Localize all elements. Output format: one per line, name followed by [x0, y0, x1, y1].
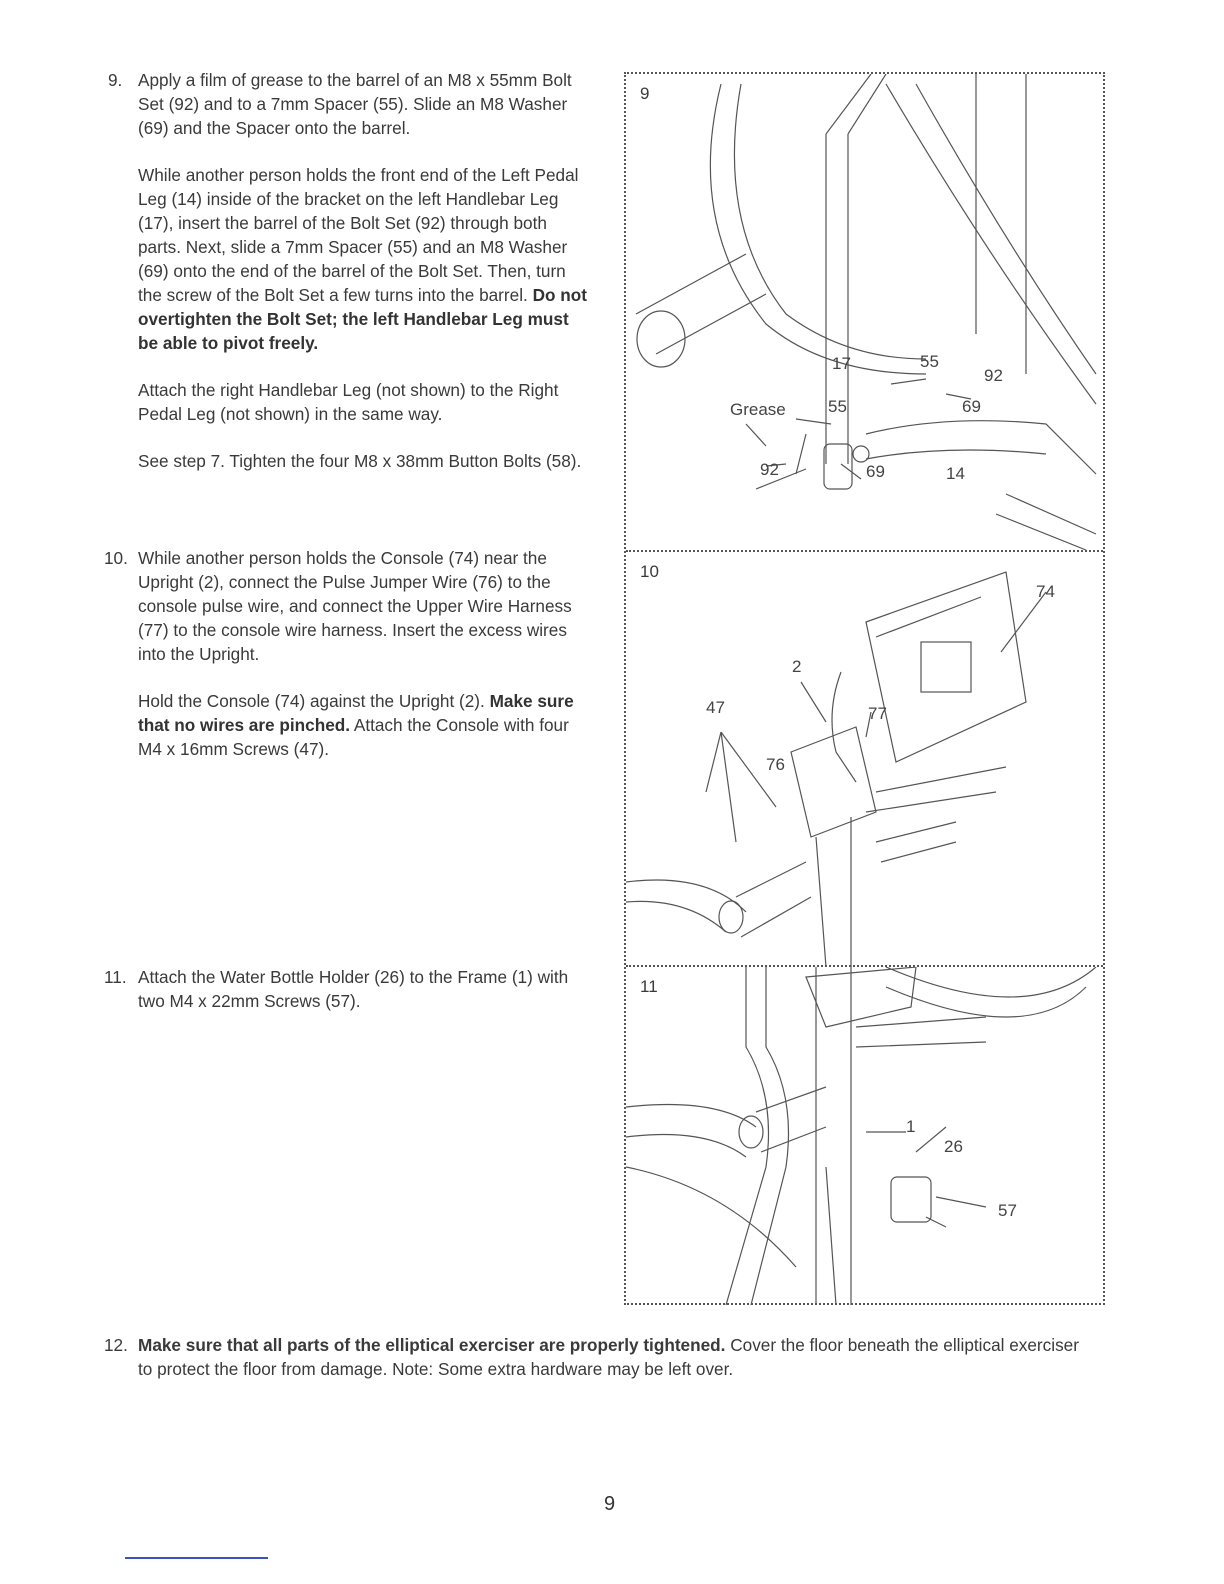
- callout-55: 55: [828, 397, 847, 416]
- page-number: 9: [604, 1493, 616, 1515]
- figure-panels: [624, 72, 1105, 1305]
- step-paragraph: Apply a film of grease to the barrel of an M8 x 55mm Bolt Set (92) and to a 7mm Spacer (55). Slide an M8 Washer (69) and the Spacer onto the barrel.: [138, 70, 572, 138]
- figure-10: [626, 550, 1103, 967]
- callout-57: 57: [998, 1201, 1017, 1220]
- callout-2: 2: [792, 657, 802, 676]
- step-11: [104, 965, 588, 1036]
- step-paragraph: [138, 689, 588, 761]
- callout-55: 55: [920, 352, 939, 371]
- callout-77: 77: [868, 704, 887, 723]
- assembly-illustration-11: [626, 967, 1103, 1305]
- figure-number: 9: [640, 84, 650, 103]
- step-10: [104, 546, 588, 784]
- step-paragraph: See step 7. Tighten the four M8 x 38mm Button Bolts (58).: [138, 451, 582, 471]
- callout-92: 92: [984, 366, 1003, 385]
- step-paragraph: [138, 163, 588, 355]
- callout-1: 1: [906, 1117, 916, 1136]
- step-paragraph: Attach the right Handlebar Leg (not shown) to the Right Pedal Leg (not shown) in the same way.: [138, 380, 559, 424]
- callout-92: 92: [760, 460, 779, 479]
- assembly-illustration-9: [626, 74, 1103, 550]
- callout-76: 76: [766, 755, 785, 774]
- step-warning: Do not overtighten the Bolt Set; the left Handlebar Leg must be able to pivot freely.: [138, 285, 587, 353]
- figure-number: 11: [640, 977, 658, 996]
- callout-69: 69: [962, 397, 981, 416]
- step-number: 10.: [104, 548, 128, 568]
- figure-11: [626, 965, 1103, 1305]
- footer-divider: [125, 1557, 268, 1559]
- step-9: [108, 68, 588, 496]
- step-paragraph: [138, 1333, 1098, 1381]
- step-text: Attach the Console with four M4 x 16mm Screws (47).: [138, 715, 569, 759]
- callout-grease: Grease: [730, 400, 786, 419]
- step-warning: Make sure that all parts of the elliptical exerciser are properly tightened.: [138, 1335, 726, 1355]
- step-warning: Make sure that no wires are pinched.: [138, 691, 574, 735]
- step-text: Cover the floor beneath the elliptical exerciser to protect the floor from damage. Note: Some extra hardware may be left over.: [138, 1335, 1079, 1379]
- step-number: 9.: [108, 70, 123, 90]
- step-12: [104, 1333, 1098, 1381]
- callout-69: 69: [866, 462, 885, 481]
- callout-14: 14: [946, 464, 965, 483]
- step-number: 12.: [104, 1335, 128, 1355]
- callout-47: 47: [706, 698, 725, 717]
- step-text: While another person holds the front end of the Left Pedal Leg (14) inside of the bracket on the left Handlebar Leg (17), insert the barrel of the Bolt Set (92) through both parts. Next, slide a 7mm Spacer (55) and an M8 Washer (69) onto the end of the barrel of the Bolt Set. Then, turn the screw of the Bolt Set a few turns into the barrel.: [138, 165, 579, 305]
- step-number: 11.: [104, 967, 127, 987]
- step-paragraph: Attach the Water Bottle Holder (26) to the Frame (1) with two M4 x 22mm Screws (57).: [138, 967, 569, 1011]
- callout-26: 26: [944, 1137, 963, 1156]
- step-text: Hold the Console (74) against the Upright (2).: [138, 691, 485, 711]
- figure-9: [626, 74, 1103, 550]
- step-paragraph: While another person holds the Console (74) near the Upright (2), connect the Pulse Jumper Wire (76) to the console pulse wire, and connect the Upper Wire Harness (77) to the console wire harness. Insert the excess wires into the Upright.: [138, 548, 572, 664]
- assembly-illustration-10: [626, 552, 1103, 967]
- callout-17: 17: [832, 354, 851, 373]
- figure-number: 10: [640, 562, 659, 581]
- callout-74: 74: [1036, 582, 1055, 601]
